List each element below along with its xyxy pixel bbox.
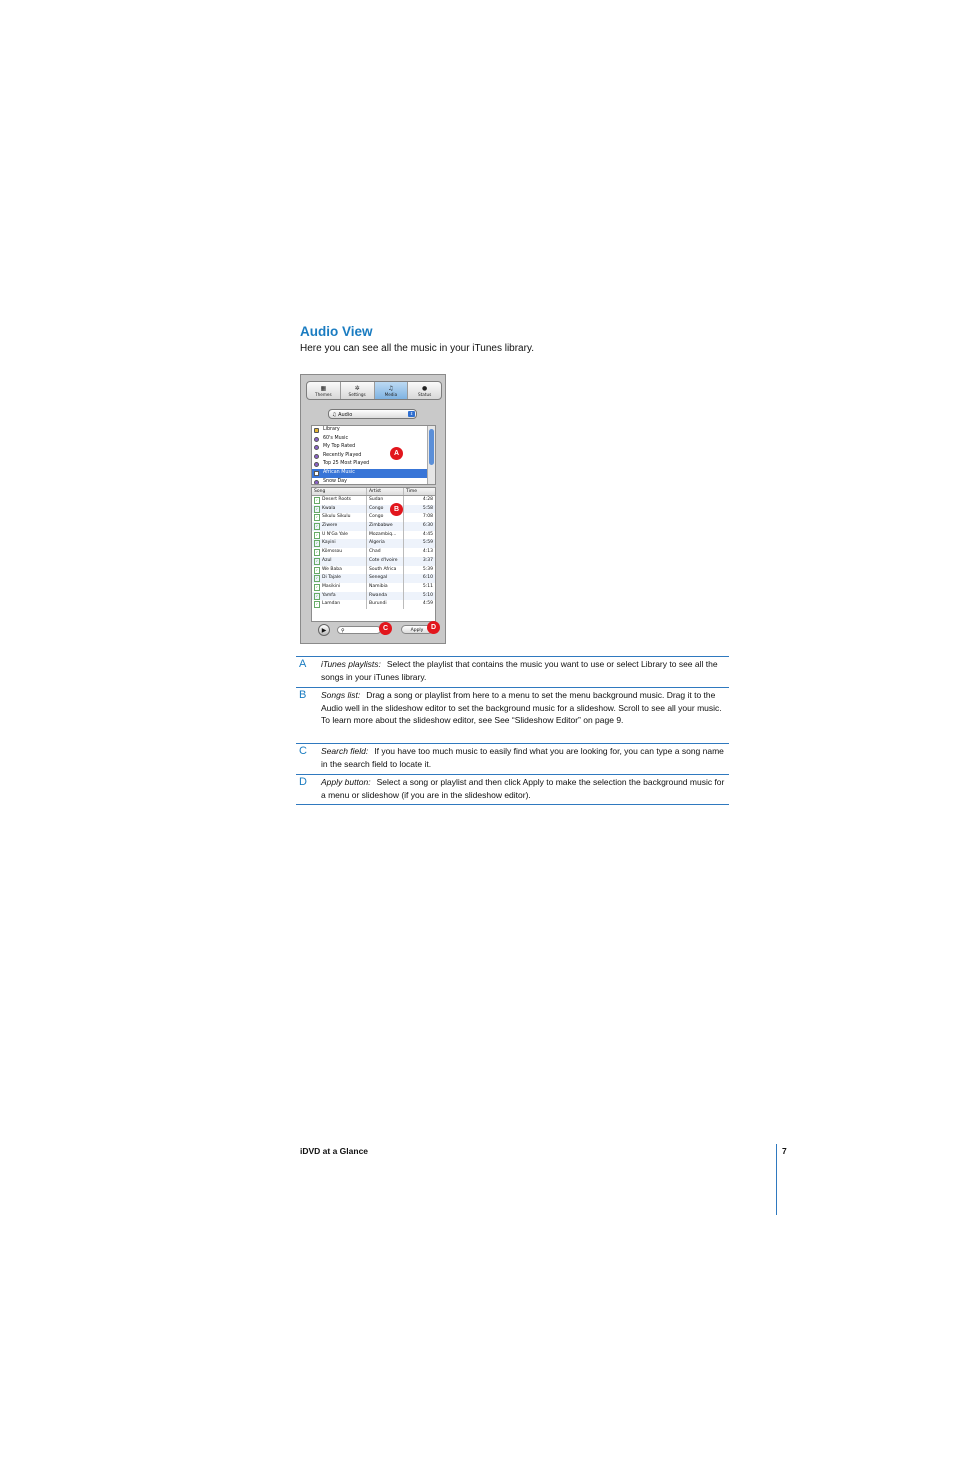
song-title: We Baba [322,566,342,572]
row-letter: B [299,689,307,701]
table-rule [296,804,729,805]
music-note-icon: ♫ [332,412,337,418]
song-title: U N'Ga Yale [322,531,348,537]
row-body: Select the playlist that contains the music you want to use or select Library to see all the songs in your iTunes library. [321,659,718,682]
time-cell: 3:37 [422,557,433,563]
tab-media[interactable] [375,382,409,399]
footer-title: iDVD at a Glance [300,1146,369,1156]
time-cell: 5:11 [422,583,433,589]
song-cell [312,531,367,540]
table-row[interactable] [312,592,435,601]
song-note-icon: ♪ [314,523,320,530]
callout-c: C [379,622,392,635]
song-title: Ziwere [322,523,338,529]
song-note-icon: ♪ [314,575,320,582]
song-note-icon: ♪ [314,497,320,504]
tab-label: Settings [348,391,366,397]
row-letter: A [299,658,307,670]
song-title: Azul [322,557,332,563]
playlist-label: Recently Played [323,452,362,458]
media-type-popup[interactable] [328,409,417,419]
songs-list[interactable] [311,487,436,622]
table-row[interactable] [312,496,435,505]
artist-cell: Congo [367,513,404,522]
search-icon: ⚲ [341,628,345,634]
tab-bar [306,381,442,400]
song-cell [312,548,367,557]
song-note-icon: ♪ [314,593,320,600]
time-cell: 5:10 [422,592,433,598]
playlist-scrollbar[interactable] [427,426,435,484]
playlist-item-selected[interactable] [312,469,435,478]
song-title: Di Tajale [322,575,341,581]
artist-cell: Burundi [367,600,404,609]
row-description [321,689,725,727]
row-letter: D [299,776,307,788]
tab-label: Media [384,391,398,397]
callout-a: A [390,447,403,460]
song-title: Kwala [322,505,336,511]
popup-value: Audio [338,412,353,418]
artist-cell: Cote d'Ivoire [367,557,404,566]
table-row[interactable] [312,513,435,522]
row-body: Select a song or playlist and then click Apply to make the selection the background music for a menu or slideshow (if you are in the slideshow editor). [321,777,725,800]
song-note-icon: ♪ [314,506,320,513]
song-note-icon: ♪ [314,540,320,547]
artist-cell: Rwanda [367,592,404,601]
song-title: Sikulu Sikulu [322,514,351,520]
row-term: iTunes playlists: [321,659,381,669]
playlist-icon [314,480,319,485]
artist-cell: Congo [367,505,404,514]
playlist-list[interactable] [311,425,436,485]
song-cell [312,505,367,514]
time-cell: 7:08 [422,514,433,520]
table-row[interactable] [312,531,435,540]
intro-text: Here you can see all the music in your iTunes library. [300,343,534,354]
song-note-icon: ♪ [314,549,320,556]
artist-cell: Sudan [367,496,404,505]
column-header-time[interactable]: Time [406,489,418,494]
table-rule [296,774,729,775]
table-rule [296,687,729,688]
time-cell: 4:59 [422,601,433,607]
apply-button[interactable]: Apply [401,625,433,634]
playlist-label: 60's Music [323,435,349,441]
smart-playlist-icon [314,462,319,467]
song-cell [312,583,367,592]
row-letter: C [299,745,307,757]
page-number: 7 [782,1146,787,1156]
song-note-icon: ♪ [314,584,320,591]
song-cell [312,592,367,601]
row-description [321,745,725,770]
song-cell [312,600,367,609]
column-header-artist[interactable]: Artist [367,488,404,495]
artist-cell: Namibia [367,583,404,592]
table-row[interactable] [312,505,435,514]
song-title: Lamdan [322,601,341,607]
table-row[interactable] [312,583,435,592]
song-cell [312,574,367,583]
tab-settings[interactable] [341,382,375,399]
row-term: Apply button: [321,777,371,787]
time-cell: 4:45 [422,531,433,537]
artist-cell: Zimbabwe [367,522,404,531]
search-field[interactable] [337,626,381,634]
media-icon: ♫ [388,384,394,392]
playlist-item[interactable] [312,443,435,452]
time-cell: 4:28 [422,497,433,502]
time-cell: 6:30 [422,523,433,529]
row-term: Songs list: [321,690,361,700]
row-body: Drag a song or playlist from here to a menu to set the menu background music. Drag it to the Audio well in the slideshow editor to set the background music for a slideshow. Scroll to see all your music. To learn more about the slideshow editor, see See “Slideshow Editor” on page 9. [321,690,722,726]
playlist-item[interactable] [312,460,435,469]
song-title: Kayini [322,540,336,546]
audio-view-screenshot [300,374,446,644]
playlist-label: African Music [323,469,355,475]
song-title: Desert Roots [322,497,351,502]
song-title: Kömssou [322,549,343,555]
table-row[interactable] [312,566,435,575]
song-note-icon: ♪ [314,601,320,608]
song-note-icon: ♪ [314,567,320,574]
song-title: Yamfa [322,592,336,598]
row-description [321,776,725,801]
artist-cell: South Africa [367,566,404,575]
tab-status[interactable] [408,382,441,399]
table-row[interactable] [312,600,435,609]
section-heading: Audio View [300,324,373,339]
table-rule [296,743,729,744]
tab-themes[interactable] [307,382,341,399]
song-note-icon: ♪ [314,514,320,521]
playlist-label: Library [323,427,340,432]
song-cell [312,513,367,522]
gear-icon: ✲ [354,384,360,392]
row-description [321,658,725,683]
song-cell [312,496,367,505]
artist-cell: Senegal [367,574,404,583]
table-rule [296,656,729,657]
scroll-thumb[interactable] [429,429,434,465]
song-note-icon: ♪ [314,532,320,539]
artist-cell: Chad [367,548,404,557]
smart-playlist-icon [314,454,319,459]
time-cell: 5:59 [422,540,433,546]
songs-header [312,488,435,496]
playlist-icon [314,471,319,476]
row-term: Search field: [321,746,369,756]
callout-d: D [427,621,440,634]
artist-cell: Mozambiq... [367,531,404,540]
time-cell: 4:13 [422,549,433,555]
playlist-item[interactable] [312,478,435,485]
playlist-label: Top 25 Most Played [323,461,370,467]
playlist-label: My Top Rated [323,444,356,450]
table-row[interactable] [312,574,435,583]
smart-playlist-icon [314,437,319,442]
time-cell: 6:10 [422,575,433,581]
film-icon: ▦ [320,384,327,392]
play-icon: ▶ [321,627,327,634]
song-cell [312,522,367,531]
artist-cell: Algeria [367,539,404,548]
tab-label: Themes [315,391,332,397]
smart-playlist-icon [314,445,319,450]
table-row[interactable] [312,539,435,548]
table-row[interactable] [312,522,435,531]
song-title: Masikini [322,583,341,589]
column-header-song[interactable]: Song [312,488,367,495]
song-cell [312,566,367,575]
time-cell: 5:39 [422,566,433,572]
play-button[interactable] [318,624,330,636]
table-row[interactable] [312,548,435,557]
playlist-item[interactable] [312,426,435,435]
footer-divider [776,1144,777,1215]
callout-b: B [390,503,403,516]
playlist-item[interactable] [312,435,435,444]
table-row[interactable] [312,557,435,566]
chevron-updown-icon: ⇕ [409,411,414,416]
playlist-item[interactable] [312,452,435,461]
info-icon: ● [422,384,428,392]
song-note-icon: ♪ [314,558,320,565]
song-cell [312,539,367,548]
library-icon [314,428,319,433]
song-cell [312,557,367,566]
playlist-label: Snow Day [323,478,347,484]
tab-label: Status [417,391,432,397]
time-cell: 5:58 [422,505,433,511]
row-body: If you have too much music to easily find what you are looking for, you can type a song name in the search field to locate it. [321,746,724,769]
